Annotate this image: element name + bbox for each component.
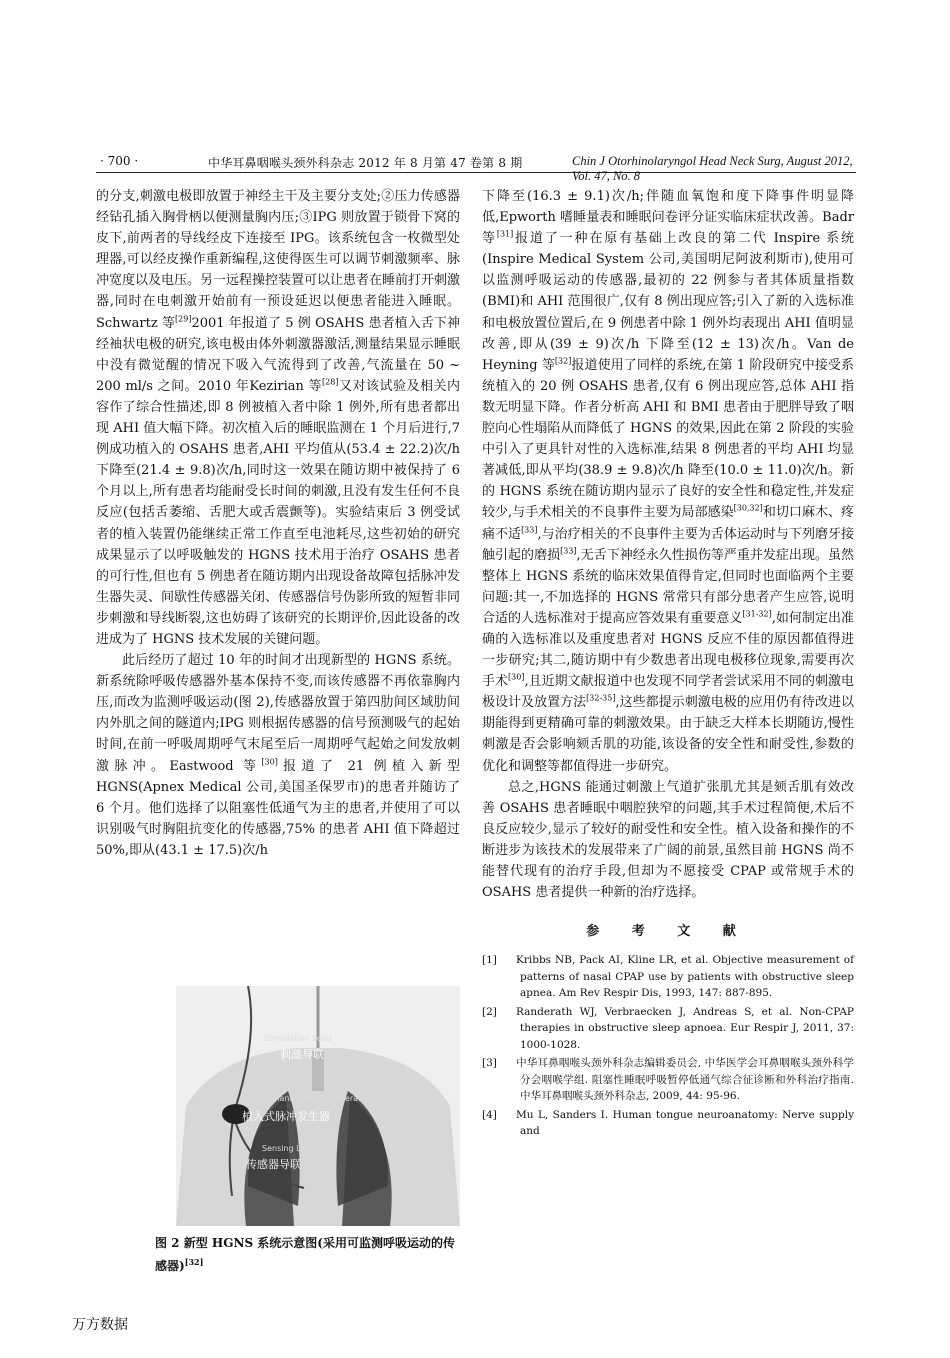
reference-item: [1] Kribbs NB, Pack AI, Kline LR, et al. Objective measurement of patterns of nasal CPAP use by patients with obstructive sleep apnea. Am Rev Respir Dis, 1993, 147: 887-895. [482,954,854,1000]
journal-name-cn: 中华耳鼻咽喉头颈外科杂志 2012 年 8 月第 47 卷第 8 期 [208,156,523,170]
reference-item: [2] Randerath WJ, Verbraecken J, Andreas S, et al. Non-CPAP therapies in obstructive sleep apnoea. Eur Respir J, 2011, 37: 1000-1028. [482,1005,854,1051]
right-column [482,186,854,1142]
figure-label-en: Sensing Lead [262,1144,316,1153]
citation[interactable]: [33] [521,525,538,535]
page-number: · 700 · [100,154,139,168]
citation[interactable]: [30] [261,757,278,767]
figure-hgns-diagram [176,986,460,1226]
citation[interactable]: [32-35] [586,693,616,703]
left-paragraph-1: 的分支,刺激电极即放置于神经主干及主要分支处;②压力传感器经钻孔插入胸骨柄以便测量胸内压;③IPG 则放置于锁骨下窝的皮下,前两者的导线经皮下连接至 IPG。该系统包含一枚微型处理器,可以经皮操作重新编程,这使得医生可以调节刺激频率、脉冲宽度以及电压。另一远程操控装置可以让患者在睡前打开刺激器,同时在电刺激开始前有一预设延迟以便患者能进入睡眠。Schwartz 等[29]2001 年报道了 5 例 OSAHS 患者植入舌下神经袖状电极的研究,该电极由体外刺激器激活,测量结果显示睡眠中没有微觉醒的情况下吸入气流得到了改善,气流量在 50 ~ 200 ml/s 之间。2010 年Kezirian 等[28]又对该试验及相关内容作了综合性描述,即 8 例被植入者中除 1 例外,所有患者都出现 AHI 值大幅下降。初次植入后的睡眠监测在 1 个月后进行,7 例成功植入的 OSAHS 患者,AHI 平均值从(53.4 ± 22.2)次/h 下降至(21.4 ± 9.8)次/h,同时这一效果在随访期中被保持了 6 个月以上,所有患者均能耐受长时间的刺激,且没有发生任何不良反应(包括舌萎缩、舌肥大或舌震颤等)。实验结束后 3 例受试者的植入装置仍能继续正常工作直至电池耗尽,这些初始的研究成果显示了以呼吸触发的 HGNS 技术用于治疗 OSAHS 患者的可行性,但也有 5 例患者在随访期内出现设备故障包括脉冲发生器失灵、间歇性传感器关闭、传感器信号伪影所致的短暂非同步刺激和导线断裂,这也妨碍了该研究的长期评价,因此设备的改进成为了 HGNS 技术发展的关键问题。 [96,189,461,647]
journal-name-en: Chin J Otorhinolaryngol Head Neck Surg, August 2012, Vol. 47, No. 8 [572,154,853,183]
citation[interactable]: [31] [496,229,514,239]
figure-label-en: Implanted Pulse Generator [262,1094,370,1103]
citation[interactable]: [31-32] [742,609,772,619]
running-header [96,150,856,183]
anatomy-illustration [176,986,460,1226]
citation[interactable]: [30,32] [733,504,763,514]
citation[interactable]: [33] [560,546,577,556]
references-heading: 参 考 文 献 [586,924,750,940]
figure-label-cn: 刺激导联 [280,1048,324,1061]
right-paragraph-1: 下降至(16.3 ± 9.1)次/h;伴随血氧饱和度下降事件明显降低,Epworth 嗜睡量表和睡眠问卷评分证实临床症状改善。Badr 等[31]报道了一种在原有基础上改良的第二代 Inspire 系统(Inspire Medical System 公司,美国明尼阿波利斯市),使用可以监测呼吸运动的传感器,最初的 22 例参与者其体质量指数(BMI)和 AHI 范围很广,仅有 8 例出现应答;引入了新的入选标准和电极放置位置后,在 9 例患者中除 1 例外均表现出 AHI 值明显改善,即从(39 ± 9)次/h 下降至(12 ± 13)次/h。Van de Heyning 等[32]报道使用了同样的系统,在第 1 阶段研究中接受系统植入的 20 例 OSAHS 患者,仅有 6 例出现应答,总体 AHI 指数无明显下降。作者分析高 AHI 和 BMI 患者由于肥胖导致了咽腔向心性塌陷从而降低了 HGNS 的效果,因此在第 2 阶段的实验中引入了更具针对性的入选标准,结果 8 例患者的平均 AHI 均显著减低,即从平均(38.9 ± 9.8)次/h 降至(10.0 ± 11.0)次/h。新的 HGNS 系统在随访期内显示了良好的安全性和稳定性,并发症较少,与手术相关的不良事件主要为局部感染[30,32]和切口麻木、疼痛不适[33],与治疗相关的不良事件主要为舌体运动时与下列磨牙接触引起的磨损[33],无舌下神经永久性损伤等严重并发症出现。虽然整体上 HGNS 系统的临床效果值得肯定,但同时也面临两个主要问题:其一,不加选择的 HGNS 常常只有部分患者产生应答,说明合适的人选标准对于提高应答效果有重要意义[31-32],如何制定出准确的入选标准以及重度患者对 HGNS 反应不佳的原因都值得进一步研究;其二,随访期中有少数患者出现电极移位现象,需要再次手术[30],且近期文献报道中也发现不同学者尝试采用不同的刺激电极设计及放置方法[32-35],这些都提示刺激电极的应用仍有待改进以期能得到更精确可靠的刺激效果。由于缺乏大样本长期随访,慢性刺激是否会影响颏舌肌的功能,该设备的安全性和耐受性,参数的优化和调整等都值得进一步研究。 [482,189,854,774]
citation[interactable]: [32] [554,356,572,366]
reference-item: [3] 中华耳鼻咽喉头颈外科杂志编辑委员会, 中华医学会耳鼻咽喉头颈外科学分会咽喉学组. 阻塞性睡眠呼吸暂停低通气综合征诊断和外科治疗指南. 中华耳鼻咽喉头颈外科杂志, 2009, 44: 95-96. [482,1057,854,1103]
reference-item: [4] Mu L, Sanders I. Human tongue neuroanatomy: Nerve supply and [482,1108,854,1138]
left-paragraph-2: 此后经历了超过 10 年的时间才出现新型的 HGNS 系统。新系统除呼吸传感器外基本保持不变,而该传感器不再依靠胸内压,而改为监测呼吸运动(图 2),传感器放置于第四肋间区域肋间内外肌之间的隧道内;IPG 则根据传感器的信号预测吸气的起始时间,在前一呼吸周期呼气末尾至后一周期呼气起始之间发放刺激脉冲。Eastwood 等[30]报道了 21 例植入新型 HGNS(Apnex Medical 公司,美国圣保罗市)的患者并随访了 6 个月。他们选择了以阻塞性低通气为主的患者,并使用了可以识别吸气时胸阻抗变化的传感器,75% 的患者 AHI 值下降超过 50%,即从(43.1 ± 17.5)次/h [96,653,461,858]
figure-label-cn: 植入式脉冲发生器 [242,1110,330,1123]
figure-label-cn: 传感器导联 [246,1158,301,1171]
citation[interactable]: [28] [322,377,339,387]
citation[interactable]: [30] [508,672,525,682]
figure-caption: 图 2 新型 HGNS 系统示意图(采用可监测呼吸运动的传感器)[32] [155,1236,455,1273]
citation[interactable]: [32] [184,1257,204,1267]
watermark-footer: 万方数据 [72,1317,128,1333]
figure-label-en: Stimulation Lead [264,1034,332,1043]
left-column [96,186,460,861]
right-paragraph-2: 总之,HGNS 能通过刺激上气道扩张肌尤其是颏舌肌有效改善 OSAHS 患者睡眠中咽腔狭窄的问题,其手术过程简便,术后不良反应较少,显示了较好的耐受性和安全性。植入设备和操作的不断进步为该技术的发展带来了广阔的前景,虽然目前 HGNS 尚不能替代现有的治疗手段,但却为不愿接受 CPAP 或常规手术的 OSAHS 患者提供一种新的治疗选择。 [482,779,854,901]
citation[interactable]: [29] [175,314,192,324]
